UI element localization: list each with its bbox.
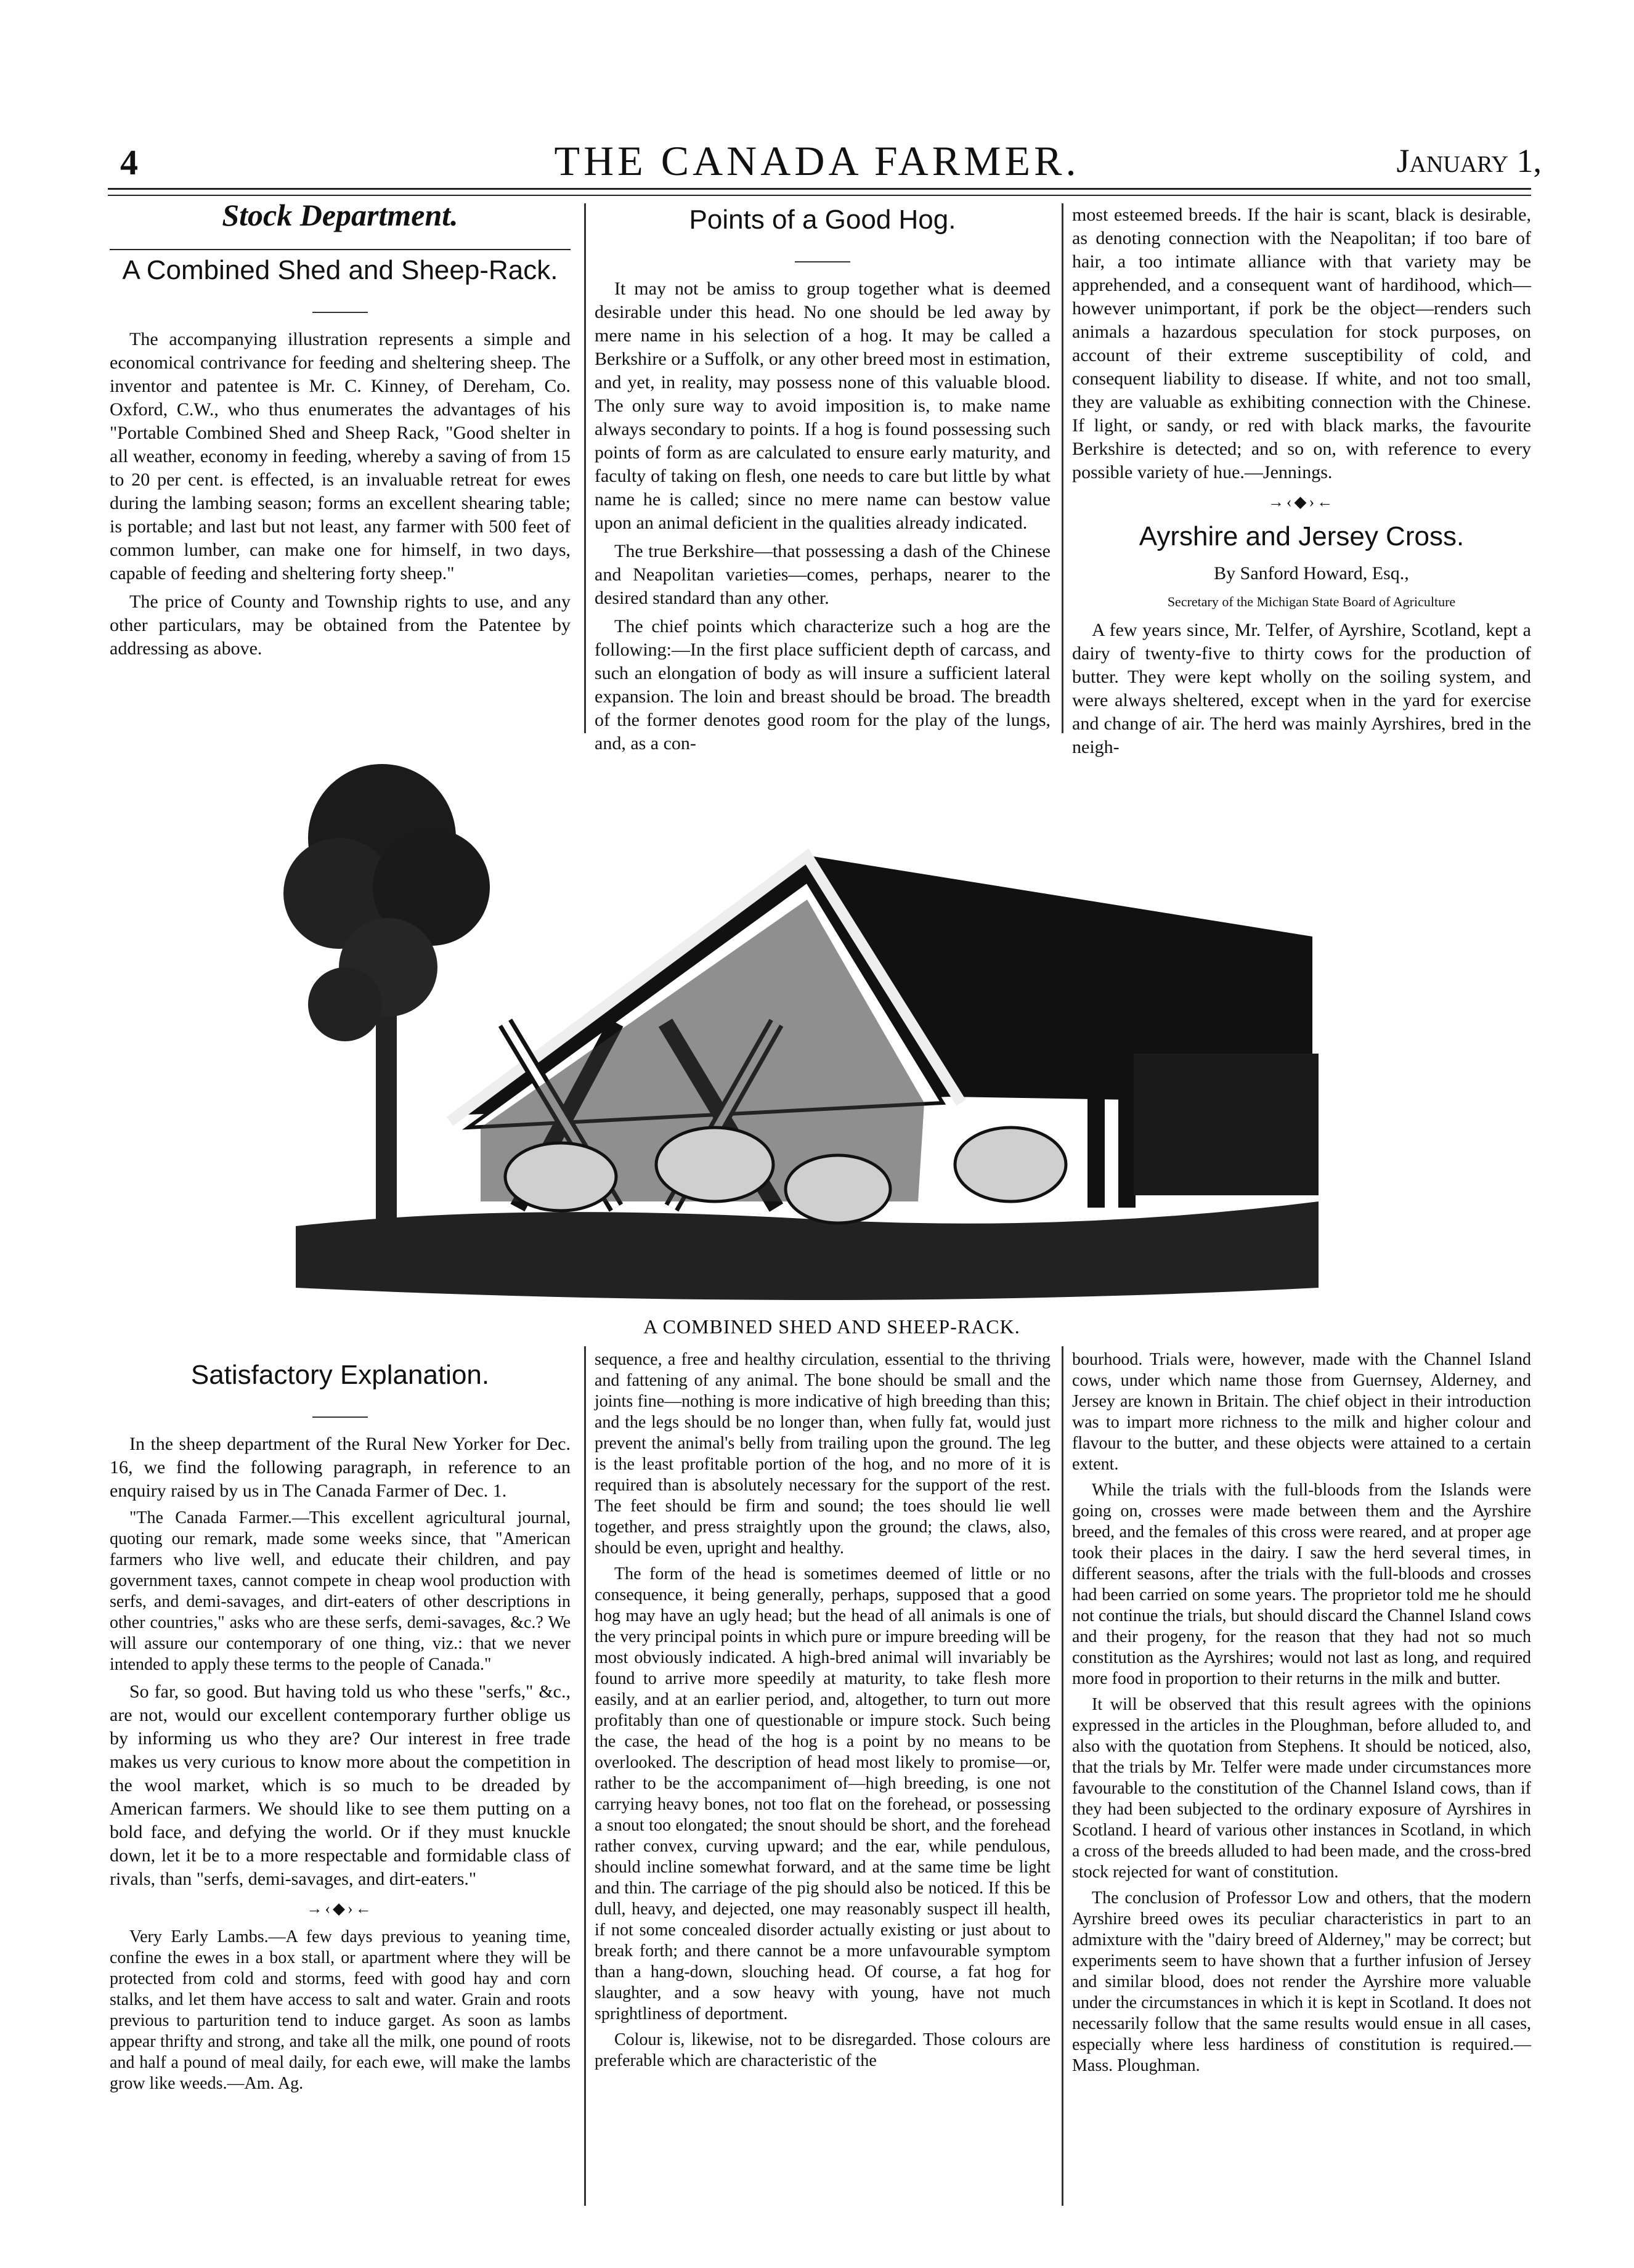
paragraph: The price of County and Township rights to use, and any other particulars, may be obtained from the Patentee by addressing as above. [110, 591, 571, 659]
section-rule [110, 249, 571, 250]
article-title: Points of a Good Hog. [689, 205, 956, 235]
paragraph: It may not be amiss to group together what is deemed desirable under this head. No one should be led away by mere name in his selection of a hog. It may be called a Berkshire or a Suffolk, or any other breed most in estimation, and yet, in reality, may possess none of this valuable blood. The only sure way to avoid imposition is, to make name always secondary to points. If a hog is found possessing such points of form as are calculated to ensure early maturity, and faculty of taking on flesh, one needs to care but little by what name he is called; since no mere name can bestow value upon an animal deficient in the qualities already indicated. [595, 278, 1051, 533]
section-heading: Stock Department. [222, 198, 458, 232]
satisfactory-column [110, 1359, 571, 2099]
tree [283, 764, 490, 1226]
header-rule [108, 188, 1531, 190]
paragraph: In the sheep department of the Rural New Yorker for Dec. 16, we find the following paragraph, in reference to an enquiry raised by us in The Canada Farmer of Dec. 1. [110, 1434, 571, 1501]
paragraph: A few years since, Mr. Telfer, of Ayrshire, Scotland, kept a dairy of twenty-five to thirty cows for the production of butter. They were kept wholly on the soiling system, and were always sheltered, except when in the yard for exercise and change of air. The herd was mainly Ayrshires, bred in the neigh- [1072, 620, 1531, 757]
title-dash [110, 1400, 571, 1424]
paragraph: So far, so good. But having told us who these "serfs," &c., are not, would our excellent contemporary further oblige us by informing us who they are? Our interest in free trade makes us very curious to know more about the competition in the wool market, which is so much to be dreaded by American farmers. We should like to see them putting on a bold face, and defying the world. Or if they must knuckle down, let it be to a more respectable and formidable class of rivals, than "serfs, demi-savages, and dirt-eaters." [110, 1681, 571, 1889]
paragraph-early-lambs: Very Early Lambs.—A few days previous to yeaning time, confine the ewes in a box stall, or apartment where they will be protected from cold and storms, feed with good hay and corn stalks, and let them have access to salt and water. Grain and roots previous to parturition tend to induce garget. As soon as lambs appear thrifty and strong, and take all the milk, one pound of roots and half a pound of meal daily, for each ewe, will make the lambs grow like weeds.—Am. Ag. [110, 1927, 571, 2093]
header-rule-2 [108, 195, 1531, 196]
article-title: A Combined Shed and Sheep-Rack. [122, 255, 558, 285]
article-title: Ayrshire and Jersey Cross. [1139, 521, 1465, 551]
paragraph: While the trials with the full-bloods from the Islands were going on, crosses were made between them and the Ayrshire breed, and the females of this cross were reared, and at proper age took their places in the dairy. I saw the herd several times, in different seasons, after the trials with the full-bloods and crosses had been carried on some years. The proprietor told me he should not continue the trials, but should discard the Channel Island cows and their progeny, for the reason that they had not so much constitution as the Ayrshires; would not last as long, and required more food in proportion to their returns in the milk and butter. [1072, 1481, 1531, 1688]
paragraph: It will be observed that this result agrees with the opinions expressed in the articles in the Ploughman, before alluded to, and also with the quotation from Stephens. It should be noticed, also, that the trials by Mr. Telfer were made under circumstances more favourable to the constitution of the Channel Island cows, than if they had been subjected to the ordinary exposure of Ayrshires in Scotland. I heard of various other instances in Scotland, in which a cross of the breeds alluded to had been made, and the cross-bred stock rejected for want of constitution. [1072, 1695, 1531, 1882]
paragraph: The true Berkshire—that possessing a dash of the Chinese and Neapolitan varieties—comes, perhaps, nearer to the desired standard than any other. [595, 541, 1051, 608]
newspaper-title: THE CANADA FARMER. [554, 137, 1080, 184]
column-rule [1062, 203, 1063, 733]
column-rule [584, 203, 586, 733]
paragraph: bourhood. Trials were, however, made with the Channel Island cows, under which name those from Guernsey, Alderney, and Jersey are known in Britain. The chief object in their introduction was to impart more richness to the milk and higher colour and flavour to the butter, and these objects were attained to a certain extent. [1072, 1350, 1531, 1474]
stock-department-column [110, 198, 571, 665]
good-hog-continued [595, 1349, 1051, 2076]
byline: By Sanford Howard, Esq., [1214, 563, 1409, 583]
farmer-figure [1084, 916, 1140, 1208]
ayrshire-continued [1072, 1349, 1531, 2081]
col3-top [1072, 203, 1531, 764]
byline-sub: Secretary of the Michigan State Board of Agriculture [1167, 594, 1456, 609]
paragraph: sequence, a free and healthy circulation, essential to the thriving and fattening of any animal. The bone should be small and the joints fine—nothing is more indicative of high breeding than this; and the legs should be no longer than, when fully fat, would just prevent the animal's belly from trailing upon the ground. The leg is the least profitable portion of the hog, and no more of it is required than is absolutely necessary for the support of the rest. The feet should be firm and sound; the toes should lie well together, and press straightly upon the ground; the claws, also, should be even, upright and healthy. [595, 1350, 1051, 1558]
illustration-caption: A COMBINED SHED AND SHEEP-RACK. [643, 1315, 1020, 1338]
title-dash [110, 296, 571, 319]
title-dash [595, 245, 1051, 269]
paragraph: The form of the head is sometimes deemed of little or no consequence, it being generally, perhaps, supposed that a good hog may have an ugly head; but the head of all animals is one of the very principal points in which pure or impure breeding will be most obviously indicated. A high-bred animal will invariably be found to arrive more speedily at maturity, to take flesh more easily, and at an earlier period, and, altogether, to turn out more profitably than one of questionable or impure stock. Such being the case, the head of the hog is a point by no means to be overlooked. The description of head most likely to promise—or, rather to be the accompaniment of—high breeding, is one not carrying heavy bones, not too flat on the forehead, or possessing a snout too elongated; the snout should be short, and the forehead rather convex, curving upward; and the ear, while pendulous, should incline somewhat forward, and at the same time be light and thin. The carriage of the pig should also be noticed. If this be dull, heavy, and dejected, one may reasonably suspect ill health, if not some concealed disorder actually existing or just about to break forth; and there cannot be a more unfavourable symptom than a hang-down, slouching head. Of course, a fat hog for slaughter, and a sow heavy with young, have not much sprightliness of deportment. [595, 1564, 1051, 2023]
article-title: Satisfactory Explanation. [190, 1360, 490, 1390]
issue-date: January 1, [1396, 142, 1542, 179]
ornament-divider: →‹◆›← [1267, 493, 1336, 511]
paragraph: The accompanying illustration represents a simple and economical contrivance for feeding and sheltering sheep. The inventor and patentee is Mr. C. Kinney, of Dereham, Co. Oxford, C.W., who thus enumerates the advantages of his "Portable Combined Shed and Sheep Rack, "Good shelter in all weather, economy in feeding, whereby a saving of from 15 to 20 per cent. is effected, is an invaluable retreat for ewes during the lambing season; forms an excellent shearing table; is portable; and last but not least, any farmer with 500 feet of common lumber, can make one for himself, in two days, capable of feeding and sheltering forty sheep." [110, 329, 571, 583]
paragraph: Colour is, likewise, not to be disregarded. Those colours are preferable which are characteristic of the [595, 2030, 1051, 2070]
shed-illustration [271, 733, 1368, 1312]
page-number: 4 [120, 142, 138, 182]
paragraph: most esteemed breeds. If the hair is scant, black is desirable, as denoting connection with the Neapolitan; if too bare of hair, a too intimate alliance with that variety may be apprehended, and a consequent want of hardihood, which—however unimportant, if pork be the object—renders such animals a hazardous speculation for stock purposes, on account of their extreme susceptibility of cold, and consequent liability to disease. If white, and not too small, they are valuable as exhibiting connection with the Chinese. If light, or sandy, or red with black marks, the favourite Berkshire is detected; and so on, with reference to every possible variety of hue.—Jennings. [1072, 205, 1531, 482]
paragraph: The chief points which characterize such a hog are the following:—In the first place sufficient depth of carcass, and such an elongation of body as will insure a sufficient lateral expansion. The loin and breast should be broad. The breadth of the former denotes good room for the play of the lungs, and, as a con- [595, 616, 1051, 754]
good-hog-column [595, 203, 1051, 760]
quoted-paragraph: "The Canada Farmer.—This excellent agricultural journal, quoting our remark, made some weeks since, that "American farmers who live well, and educate their children, and pay government taxes, cannot compete in cheap wool production with serfs, and demi-savages, and dirt-eaters of other descriptions in other countries," asks who are these serfs, demi-savages, &c.? We will assure our contemporary of one thing, viz.: that we never intended to apply these terms to the people of Canada." [110, 1508, 571, 1674]
column-rule [584, 1346, 586, 2206]
ornament-divider: →‹◆›← [306, 1900, 374, 1917]
column-rule [1062, 1346, 1063, 2206]
paragraph: The conclusion of Professor Low and others, that the modern Ayrshire breed owes its peculiar characteristics in part to an admixture with the "dairy breed of Alderney," may be correct; but experiments seem to have shown that a further infusion of Jersey and similar blood, does not render the Ayrshire more valuable under the circumstances in which it is kept in Scotland. It does not necessarily follow that the same results would ensue in all cases, especially where less hardiness of constitution is required.—Mass. Ploughman. [1072, 1888, 1531, 2075]
